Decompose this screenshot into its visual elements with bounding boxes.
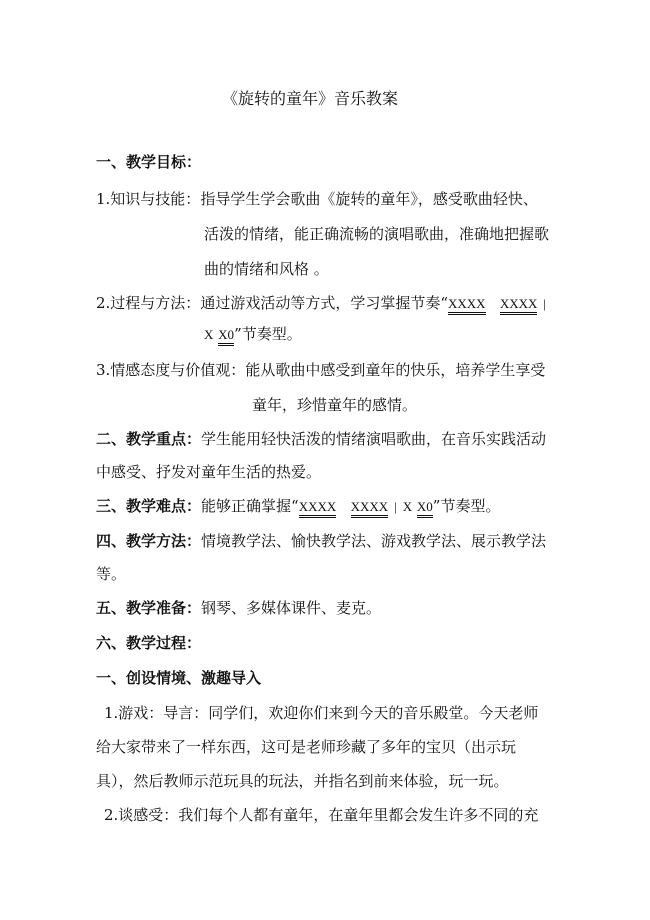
methods [96,531,546,551]
rhythm-x0: X0 [417,499,433,518]
preparation-text: 钢琴、多媒体课件、麦克。 [201,599,382,617]
key-points-line1: 学生能用轻快活泼的情绪演唱歌曲，在音乐实践活动 [201,430,547,448]
difficulties [96,496,500,518]
methods-heading: 四、教学方法： [96,532,202,550]
rhythm-xxxx-1: XXXX [299,499,337,518]
methods-line1: 情境教学法、愉快教学法、游戏教学法、展示教学法 [201,532,547,550]
key-points-line2: 中感受、抒发对童年生活的热爱。 [96,463,322,481]
process-subheading: 一、创设情境、激趣导入 [96,669,262,687]
objectives-heading: 一、教学目标： [96,153,202,171]
process-paragraph-1-line2: 给大家带来了一样东西，这可是老师珍藏了多年的宝贝（出示玩 [96,738,517,756]
objective-knowledge [96,189,538,209]
rhythm-xxxx-2: XXXX [500,296,538,315]
process-paragraph-1-line3: 具），然后教师示范玩具的玩法，并指名到前来体验，玩一玩。 [96,772,509,790]
process-heading: 六、教学过程： [96,634,202,652]
preparation-heading: 五、教学准备： [96,599,202,617]
rhythm-xxxx-2: XXXX [351,499,389,518]
rhythm-xxxx-1: XXXX [448,296,486,315]
rhythm-x0: X0 [218,327,234,346]
rhythm-barline: | [543,296,547,311]
objective-emotion-line2: 童年，珍惜童年的感情。 [252,396,418,414]
objective-process [96,293,552,315]
rhythm-x: X [204,327,214,342]
preparation [96,598,381,618]
objective-process-label: 2.过程与方法： [96,294,201,312]
objective-emotion [96,360,545,380]
difficulties-text: 能够正确掌握“ [201,497,299,515]
rhythm-barline: | [394,499,397,514]
process-paragraph-1-line1: 1.游戏：导言：同学们，欢迎你们来到今天的音乐殿堂。今天老师 [104,704,539,722]
process-paragraph-2-line1: 2.谈感受：我们每个人都有童年，在童年里都会发生许多不同的充 [104,806,539,824]
document-title: 《旋转的童年》音乐教案 [222,89,399,108]
objective-knowledge-line2: 活泼的情绪，能正确流畅的演唱歌曲，准确地把握歌 [204,225,550,243]
objective-process-tail: ”节奏型。 [234,325,302,343]
objective-knowledge-label: 1.知识与技能： [96,190,201,208]
objective-process-line2 [204,324,302,346]
objective-emotion-label: 3.情感态度与价值观： [96,361,246,379]
rhythm-x: X [402,499,413,514]
objective-emotion-line1: 能从歌曲中感受到童年的快乐，培养学生享受 [245,361,546,379]
objective-knowledge-line1: 指导学生学会歌曲《旋转的童年》，感受歌曲轻快、 [200,190,538,208]
objective-knowledge-line3: 曲的情绪和风格 。 [204,260,329,278]
key-points-heading: 二、教学重点： [96,430,202,448]
objective-process-text: 通过游戏活动等方式，学习掌握节奏“ [200,294,448,312]
difficulties-tail: ”节奏型。 [432,497,501,515]
key-points [96,429,546,449]
difficulties-heading: 三、教学难点： [96,497,202,515]
methods-line2: 等。 [96,565,127,583]
